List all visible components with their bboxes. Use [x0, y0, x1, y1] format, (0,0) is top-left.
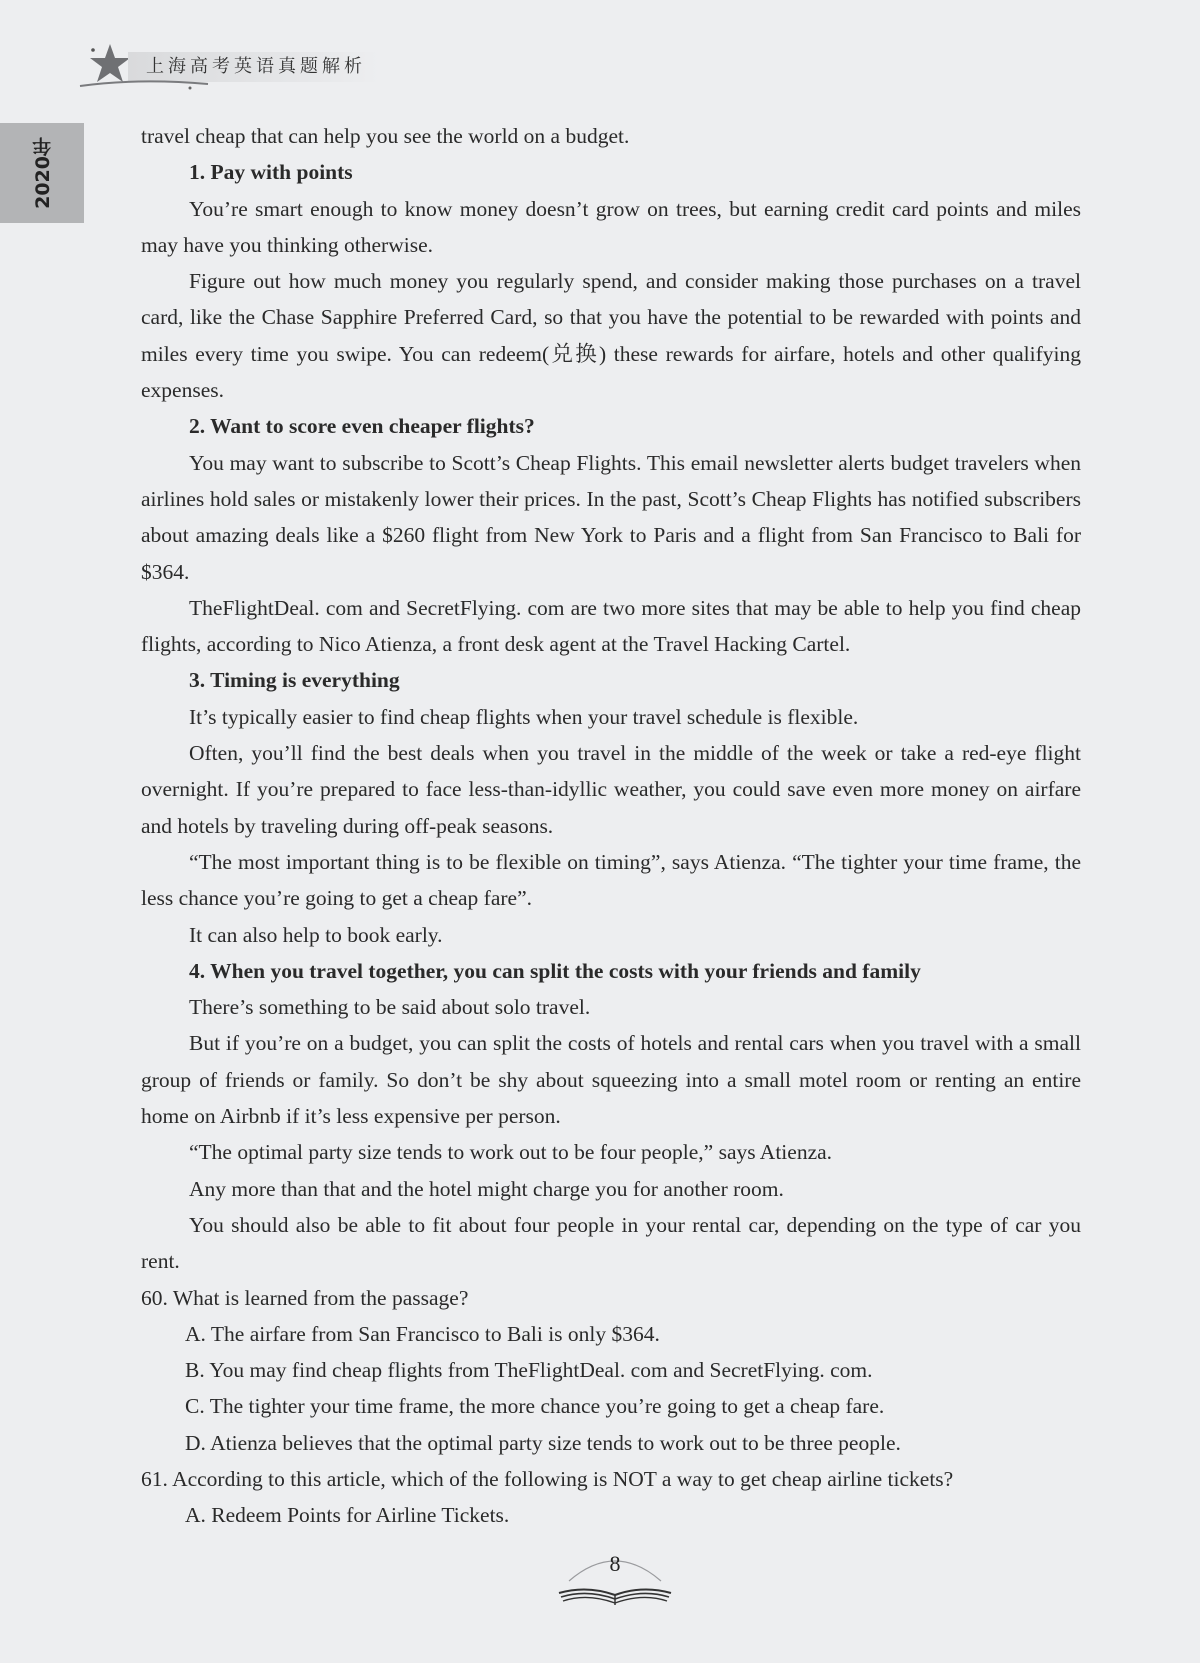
- paragraph: There’s something to be said about solo travel.: [189, 995, 591, 1020]
- paragraph: “The optimal party size tends to work out to be four people,” says Atienza.: [189, 1140, 833, 1165]
- page-number: 8: [609, 1551, 621, 1576]
- answer-option: C. The tighter your time frame, the more chance you’re going to get a cheap fare.: [185, 1394, 885, 1419]
- question-stem: 61. According to this article, which of the following is NOT a way to get cheap airline tickets?: [141, 1466, 954, 1491]
- paragraph: It’s typically easier to find cheap flights when your travel schedule is flexible.: [189, 704, 859, 729]
- paragraph: Figure out how much money you regularly spend, and consider making those purchases on a travel card, like the Chase Sapphire Preferred Card, so that you have the potential to be rewarded with points and miles every time you swipe. You can redeem(兑换) these rewards for airfare, hotels and other qualifying expenses.: [141, 269, 1081, 403]
- section-heading: 1. Pay with points: [189, 160, 353, 185]
- answer-option: B. You may find cheap flights from TheFlightDeal. com and SecretFlying. com.: [185, 1358, 873, 1383]
- paragraph: TheFlightDeal. com and SecretFlying. com are two more sites that may be able to help you find cheap flights, according to Nico Atienza, a front desk agent at the Travel Hacking Cartel.: [141, 595, 1081, 657]
- paragraph: Often, you’ll find the best deals when you travel in the middle of the week or take a red-eye flight overnight. If you’re prepared to face less-than-idyllic weather, you could save even more money on airfare and hotels by traveling during off-peak seasons.: [141, 741, 1081, 838]
- year-tab: [0, 123, 84, 223]
- year-label: 2020年: [31, 137, 54, 209]
- paragraph: Any more than that and the hotel might charge you for another room.: [189, 1176, 784, 1201]
- paragraph: You may want to subscribe to Scott’s Cheap Flights. This email newsletter alerts budget travelers when airlines hold sales or mistakenly lower their prices. In the past, Scott’s Cheap Flights has notified subscribers about amazing deals like a $260 flight from New York to Paris and a flight from San Francisco to Bali for $364.: [141, 450, 1081, 584]
- answer-option: A. The airfare from San Francisco to Bali is only $364.: [185, 1321, 660, 1346]
- page-footer: [555, 1545, 675, 1615]
- answer-option: D. Atienza believes that the optimal party size tends to work out to be three people.: [185, 1430, 901, 1455]
- paragraph: You’re smart enough to know money doesn’t grow on trees, but earning credit card points and miles may have you thinking otherwise.: [141, 196, 1081, 257]
- section-heading: 4. When you travel together, you can split the costs with your friends and family: [189, 958, 921, 983]
- page-header: [78, 40, 538, 100]
- section-heading: 2. Want to score even cheaper flights?: [189, 414, 535, 439]
- question-stem: 60. What is learned from the passage?: [141, 1285, 469, 1310]
- header-swoosh-decoration: [78, 78, 218, 92]
- opening-line: travel cheap that can help you see the world on a budget.: [141, 124, 630, 148]
- answer-option: A. Redeem Points for Airline Tickets.: [185, 1503, 510, 1528]
- paragraph: You should also be able to fit about four people in your rental car, depending on the type of car you rent.: [141, 1212, 1081, 1274]
- article-body: [141, 118, 1081, 1534]
- paragraph: “The most important thing is to be flexible on timing”, says Atienza. “The tighter your time frame, the less chance you’re going to get a cheap fare”.: [141, 849, 1081, 911]
- header-title: 上海高考英语真题解析: [128, 52, 380, 82]
- section-heading: 3. Timing is everything: [189, 668, 400, 693]
- paragraph: It can also help to book early.: [189, 922, 443, 947]
- paragraph: But if you’re on a budget, you can split the costs of hotels and rental cars when you travel with a small group of friends or family. So don’t be shy about squeezing into a small motel room or renting an entire home on Airbnb if it’s less expensive per person.: [141, 1031, 1081, 1129]
